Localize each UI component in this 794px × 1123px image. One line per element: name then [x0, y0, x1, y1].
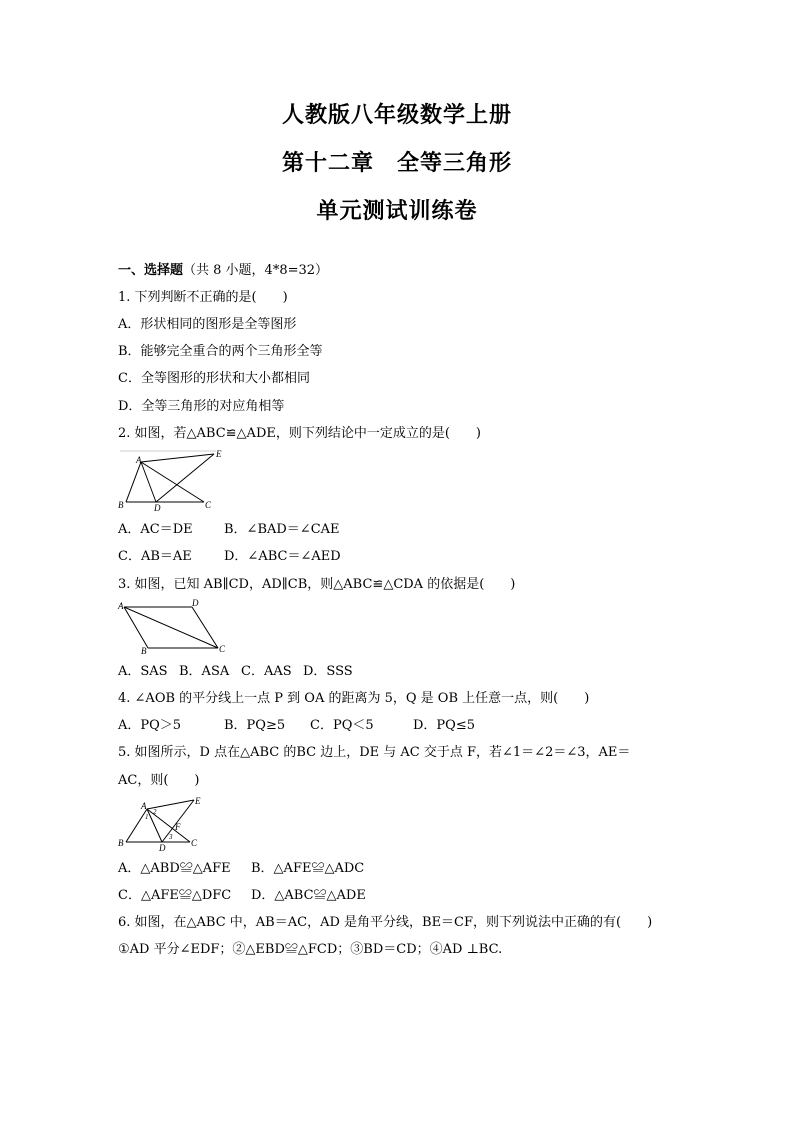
q4-option-d: D．PQ≤5: [413, 718, 475, 733]
q2-label-a: A: [136, 455, 142, 465]
q5-label-d: D: [159, 843, 166, 852]
q5-label-b: B: [118, 838, 124, 848]
q2-option-d: D．∠ABC＝∠AED: [224, 549, 341, 564]
q5-options-row1: [118, 861, 364, 877]
q1-option-d: D．全等三角形的对应角相等: [118, 399, 285, 414]
q3-option-a: A．SAS: [118, 664, 168, 679]
q5-label-e: E: [195, 796, 201, 806]
q4-stem: 4. ∠AOB 的平分线上一点 P 到 OA 的距离为 5，Q 是 OB 上任意一点，则( ): [118, 691, 590, 706]
q5-angle-3: 3: [169, 833, 173, 841]
q6-statements: ①AD 平分∠EDF；②△EBD≌△FCD；③BD＝CD；④AD ⊥BC.: [118, 942, 503, 957]
q4-option-a: A．PQ＞5: [118, 718, 182, 733]
q1-option-c: C．全等图形的形状和大小都相同: [118, 371, 310, 386]
test-title: 单元测试训练卷: [316, 199, 478, 224]
q2-options-row2: [118, 549, 341, 565]
q3-option-b: B．ASA: [179, 664, 230, 679]
q5-option-c: C．△AFE≌△DFC: [118, 888, 232, 903]
q1-option-b: B．能够完全重合的两个三角形全等: [118, 344, 323, 359]
q2-option-b: B．∠BAD＝∠CAE: [224, 522, 340, 537]
q3-label-d: D: [192, 598, 199, 608]
q5-angle-2: 2: [153, 808, 157, 816]
section-note: （共 8 小题，4*8=32）: [183, 263, 329, 278]
q2-figure: [116, 448, 226, 514]
q5-option-b: B．△AFE≌△ADC: [251, 861, 365, 876]
q6-stem: 6. 如图，在△ABC 中，AB＝AC，AD 是角平分线，BE＝CF，则下列说法中正确的有( ): [118, 915, 653, 930]
section-title: 一、选择题: [118, 263, 184, 278]
q3-option-c: C．AAS: [241, 664, 292, 679]
chapter-title: 第十二章 全等三角形: [281, 151, 512, 176]
q2-label-c: C: [205, 500, 212, 510]
q2-label-d: D: [154, 503, 161, 513]
q5-options-row2: [118, 888, 366, 904]
q5-option-a: A．△ABD≌△AFE: [118, 861, 231, 876]
q3-options: [118, 664, 353, 680]
q3-label-b: B: [141, 646, 147, 654]
q2-option-a: A．AC＝DE: [118, 522, 193, 537]
q4-options: [118, 718, 475, 734]
q1-option-a: A．形状相同的图形是全等图形: [118, 317, 297, 332]
q5-stem-line2: AC，则( ): [118, 773, 200, 788]
q2-stem: 2. 如图，若△ABC≌△ADE，则下列结论中一定成立的是( ): [118, 426, 481, 441]
q5-label-c: C: [191, 838, 198, 848]
q2-label-b: B: [118, 500, 124, 510]
q3-label-a: A: [118, 601, 124, 611]
q4-option-c: C．PQ＜5: [310, 718, 374, 733]
q3-option-d: D．SSS: [303, 664, 353, 679]
q5-angle-1: 1: [145, 813, 149, 821]
q2-option-c: C．AB＝AE: [118, 549, 192, 564]
q4-option-b: B．PQ≥5: [224, 718, 286, 733]
q2-label-e: E: [216, 449, 222, 459]
q3-stem: 3. 如图，已知 AB∥CD，AD∥CB，则△ABC≌△CDA 的依据是( ): [118, 577, 516, 592]
doc-title: 人教版八年级数学上册: [281, 103, 512, 128]
q5-figure: [114, 794, 206, 852]
section-heading: [118, 263, 328, 279]
q5-option-d: D．△ABC≌△ADE: [251, 888, 366, 903]
q5-label-f: F: [175, 822, 181, 832]
q2-options-row1: [118, 522, 340, 538]
q5-stem-line1: 5. 如图所示，D 点在△ABC 的BC 边上，DE 与 AC 交于点 F，若∠1＝∠2＝∠3，AE＝: [118, 745, 631, 760]
q3-label-c: C: [219, 644, 226, 654]
q1-stem: 1. 下列判断不正确的是( ): [118, 290, 288, 305]
q3-figure: [116, 598, 234, 654]
q5-label-a: A: [141, 801, 147, 811]
